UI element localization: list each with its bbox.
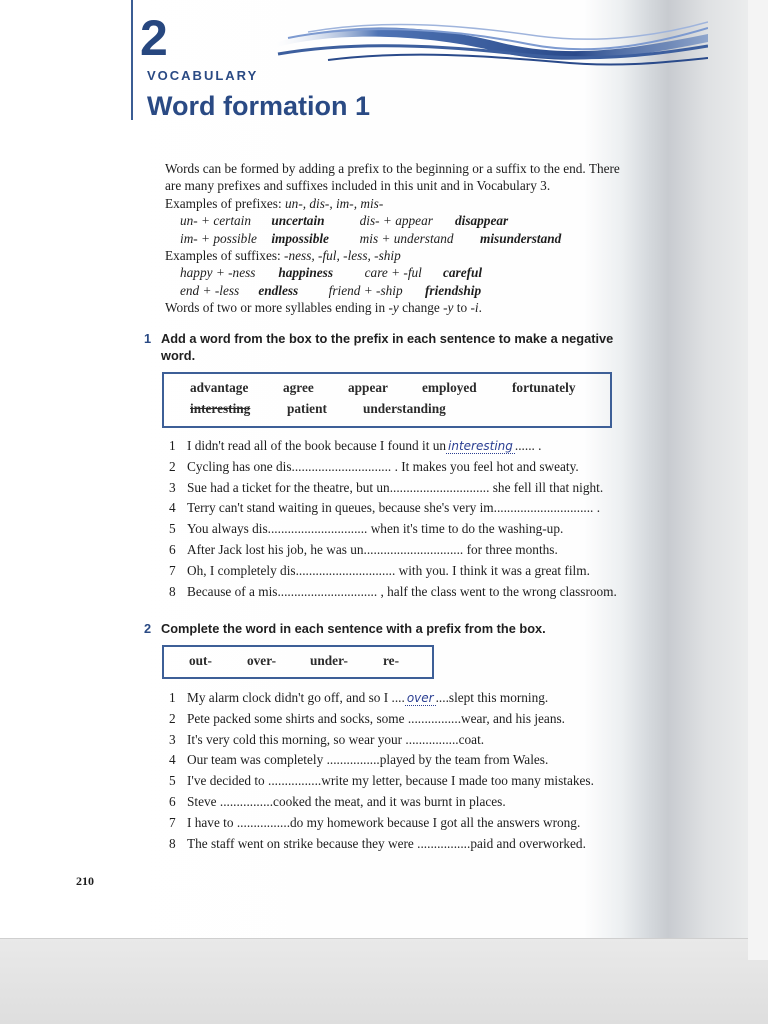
box-word: advantage <box>190 380 249 395</box>
suffix-list: -ness, -ful, -less, -ship <box>284 247 401 263</box>
exercise2-items <box>169 688 594 854</box>
exercise-item: 6 Steve ................cooked the meat, and it was burnt in places. <box>169 793 506 809</box>
box-word: employed <box>422 380 477 395</box>
suffix-heading: Examples of suffixes: -ness, -ful, -less, -ship <box>165 247 401 263</box>
exercise1-items <box>169 436 617 602</box>
handwritten-answer: over <box>406 691 434 705</box>
example-result: uncertain <box>271 213 325 229</box>
page-title: Word formation 1 <box>147 91 371 121</box>
exercise-item: 6 After Jack lost his job, he was un.............................. for three months. <box>169 541 558 557</box>
page-edge <box>748 0 768 960</box>
box-word: re- <box>383 653 399 668</box>
exercise-item: 4 Our team was completely ................played by the team from Wales. <box>169 752 549 768</box>
prefix-list: un-, dis-, im-, mis- <box>285 195 384 211</box>
example-result: careful <box>442 265 483 281</box>
example-formula: care + -ful <box>364 265 422 281</box>
word-box <box>162 372 612 428</box>
exercise2-instruction: 2 Complete the word in each sentence with a prefix from the box. <box>144 621 546 636</box>
scan-background <box>0 938 768 1024</box>
exercise-item: 5 You always dis.............................. when it's time to do the washing-up. <box>169 521 564 537</box>
exercise-item: 3 Sue had a ticket for the theatre, but un.............................. she fell ill that night. <box>169 479 604 495</box>
box-word: fortunately <box>512 380 576 395</box>
exercise-item: 7 Oh, I completely dis.............................. with you. I think it was a great film. <box>169 562 590 578</box>
example-result: friendship <box>424 282 482 298</box>
suffix-example-row <box>165 282 675 299</box>
example-formula: happy + -ness <box>180 265 256 281</box>
box-word: understanding <box>363 401 446 416</box>
suffix-example-row <box>165 264 675 281</box>
box-word: out- <box>189 653 212 668</box>
example-formula: mis + understand <box>359 230 454 246</box>
intro-line: Words can be formed by adding a prefix to the beginning or a suffix to the end. There <box>165 161 620 176</box>
example-formula: end + -less <box>180 282 240 298</box>
section-label: VOCABULARY <box>147 68 259 83</box>
box-word: patient <box>287 401 327 416</box>
exercise-item: 2 Cycling has one dis.............................. . It makes you feel hot and sweaty. <box>169 458 579 474</box>
example-formula: un- + certain <box>180 213 252 229</box>
exercise-item: 8 Because of a mis.............................. , half the class went to the wrong classroom. <box>169 583 617 599</box>
exercise-item: 7 I have to ................do my homework because I got all the answers wrong. <box>169 814 581 830</box>
example-result: misunderstand <box>479 230 562 246</box>
exercise-item: 1 I didn't read all of the book because I found it un interesting ...... . <box>169 438 542 453</box>
margin-rule <box>131 0 133 120</box>
exercise1-instruction: 1 Add a word from the box to the prefix in each sentence to make a negative word. <box>144 331 614 363</box>
decorative-banner <box>268 16 708 72</box>
exercise-item: 5 I've decided to ................write my letter, because I made too many mistakes. <box>169 773 594 789</box>
page-number: 210 <box>76 874 94 888</box>
intro-text <box>165 160 675 317</box>
box-word: under- <box>310 653 348 668</box>
spelling-rule: Words of two or more syllables ending in -y change -y to -i. <box>165 300 482 316</box>
example-result: disappear <box>454 213 509 229</box>
prefix-heading: Examples of prefixes: un-, dis-, im-, mis- <box>165 195 384 211</box>
prefix-example-row <box>165 230 675 247</box>
exercise-item: 8 The staff went on strike because they were ................paid and overworked. <box>169 835 586 851</box>
example-formula: dis- + appear <box>359 213 433 229</box>
exercise-item: 2 Pete packed some shirts and socks, some ................wear, and his jeans. <box>169 710 565 726</box>
prefix-box <box>162 645 434 679</box>
box-word: over- <box>247 653 277 668</box>
unit-number: 2 <box>140 10 168 66</box>
example-formula: im- + possible <box>180 230 257 246</box>
example-result: impossible <box>271 230 329 246</box>
prefix-example-row <box>165 212 675 229</box>
exercise-item: 3 It's very cold this morning, so wear your ................coat. <box>169 731 485 747</box>
box-word: appear <box>348 380 388 395</box>
exercise1-number: 1 <box>144 331 152 346</box>
intro-line: are many prefixes and suffixes included in this unit and in Vocabulary 3. <box>165 178 551 194</box>
example-result: endless <box>258 282 299 298</box>
handwritten-answer: interesting <box>448 439 513 453</box>
box-word: agree <box>283 380 314 395</box>
box-word-crossed: interesting <box>190 401 251 416</box>
exercise-item: 1 My alarm clock didn't go off, and so I .... over ....slept this morning. <box>169 690 549 705</box>
example-result: happiness <box>278 265 334 281</box>
example-formula: friend + -ship <box>328 282 403 298</box>
exercise-item: 4 Terry can't stand waiting in queues, because she's very im.............................. . <box>169 500 601 516</box>
exercise2-number: 2 <box>144 621 152 636</box>
